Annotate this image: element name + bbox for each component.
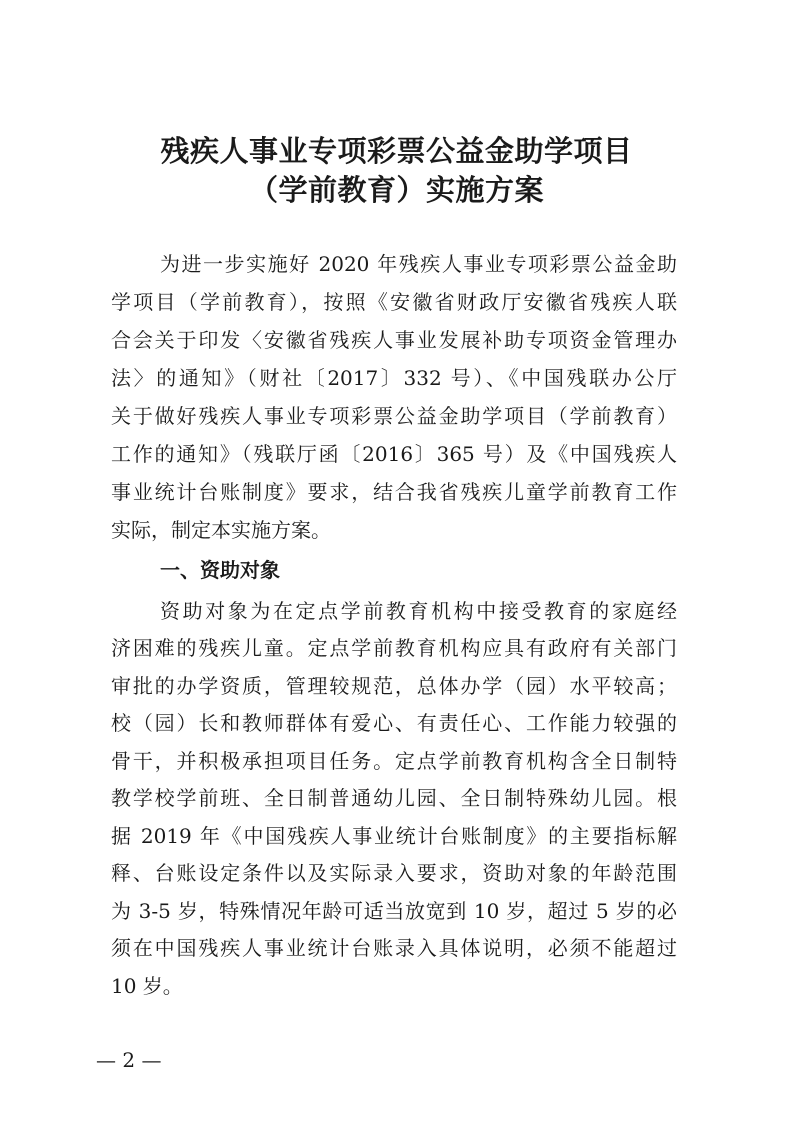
section-heading: 一、资助对象 bbox=[160, 558, 280, 582]
paragraph-line: 须在中国残疾人事业统计台账录入具体说明，必须不能超过 bbox=[111, 936, 677, 960]
paragraph-line: 事业统计台账制度》要求，结合我省残疾儿童学前教育工作 bbox=[111, 480, 677, 504]
paragraph-line: 审批的办学资质，管理较规范，总体办学（园）水平较高； bbox=[111, 674, 677, 698]
paragraph-line: 学项目（学前教育），按照《安徽省财政厅安徽省残疾人联 bbox=[111, 290, 677, 314]
paragraph-line: 实际，制定本实施方案。 bbox=[111, 518, 331, 542]
document-title-line2: （学前教育）实施方案 bbox=[248, 173, 544, 207]
paragraph-line: 关于做好残疾人事业专项彩票公益金助学项目（学前教育） bbox=[111, 404, 677, 428]
paragraph-line: 法〉的通知》（财社〔2017〕332 号）、《中国残联办公厅 bbox=[111, 366, 677, 390]
paragraph-line: 工作的通知》（残联厅函〔2016〕365 号）及《中国残疾人 bbox=[111, 442, 677, 466]
paragraph-line: 教学校学前班、全日制普通幼儿园、全日制特殊幼儿园。根 bbox=[111, 786, 677, 810]
paragraph-line: 骨干，并积极承担项目任务。定点学前教育机构含全日制特 bbox=[111, 749, 677, 773]
paragraph-line: 资助对象为在定点学前教育机构中接受教育的家庭经 bbox=[160, 599, 677, 623]
paragraph-line: 为 3-5 岁，特殊情况年龄可适当放宽到 10 岁，超过 5 岁的必 bbox=[111, 899, 677, 923]
document-title-line1: 残疾人事业专项彩票公益金助学项目 bbox=[160, 134, 633, 168]
paragraph-line: 据 2019 年《中国残疾人事业统计台账制度》的主要指标解 bbox=[111, 824, 677, 848]
paragraph-line: 济困难的残疾儿童。定点学前教育机构应具有政府有关部门 bbox=[111, 636, 677, 660]
paragraph-line: 合会关于印发〈安徽省残疾人事业发展补助专项资金管理办 bbox=[111, 328, 677, 352]
paragraph-line: 10 岁。 bbox=[111, 974, 183, 998]
paragraph-line: 校（园）长和教师群体有爱心、有责任心、工作能力较强的 bbox=[111, 711, 677, 735]
page-number: — 2 — bbox=[96, 1048, 162, 1072]
paragraph-line: 释、台账设定条件以及实际录入要求，资助对象的年龄范围 bbox=[111, 861, 677, 885]
paragraph-line: 为进一步实施好 2020 年残疾人事业专项彩票公益金助 bbox=[160, 252, 677, 276]
